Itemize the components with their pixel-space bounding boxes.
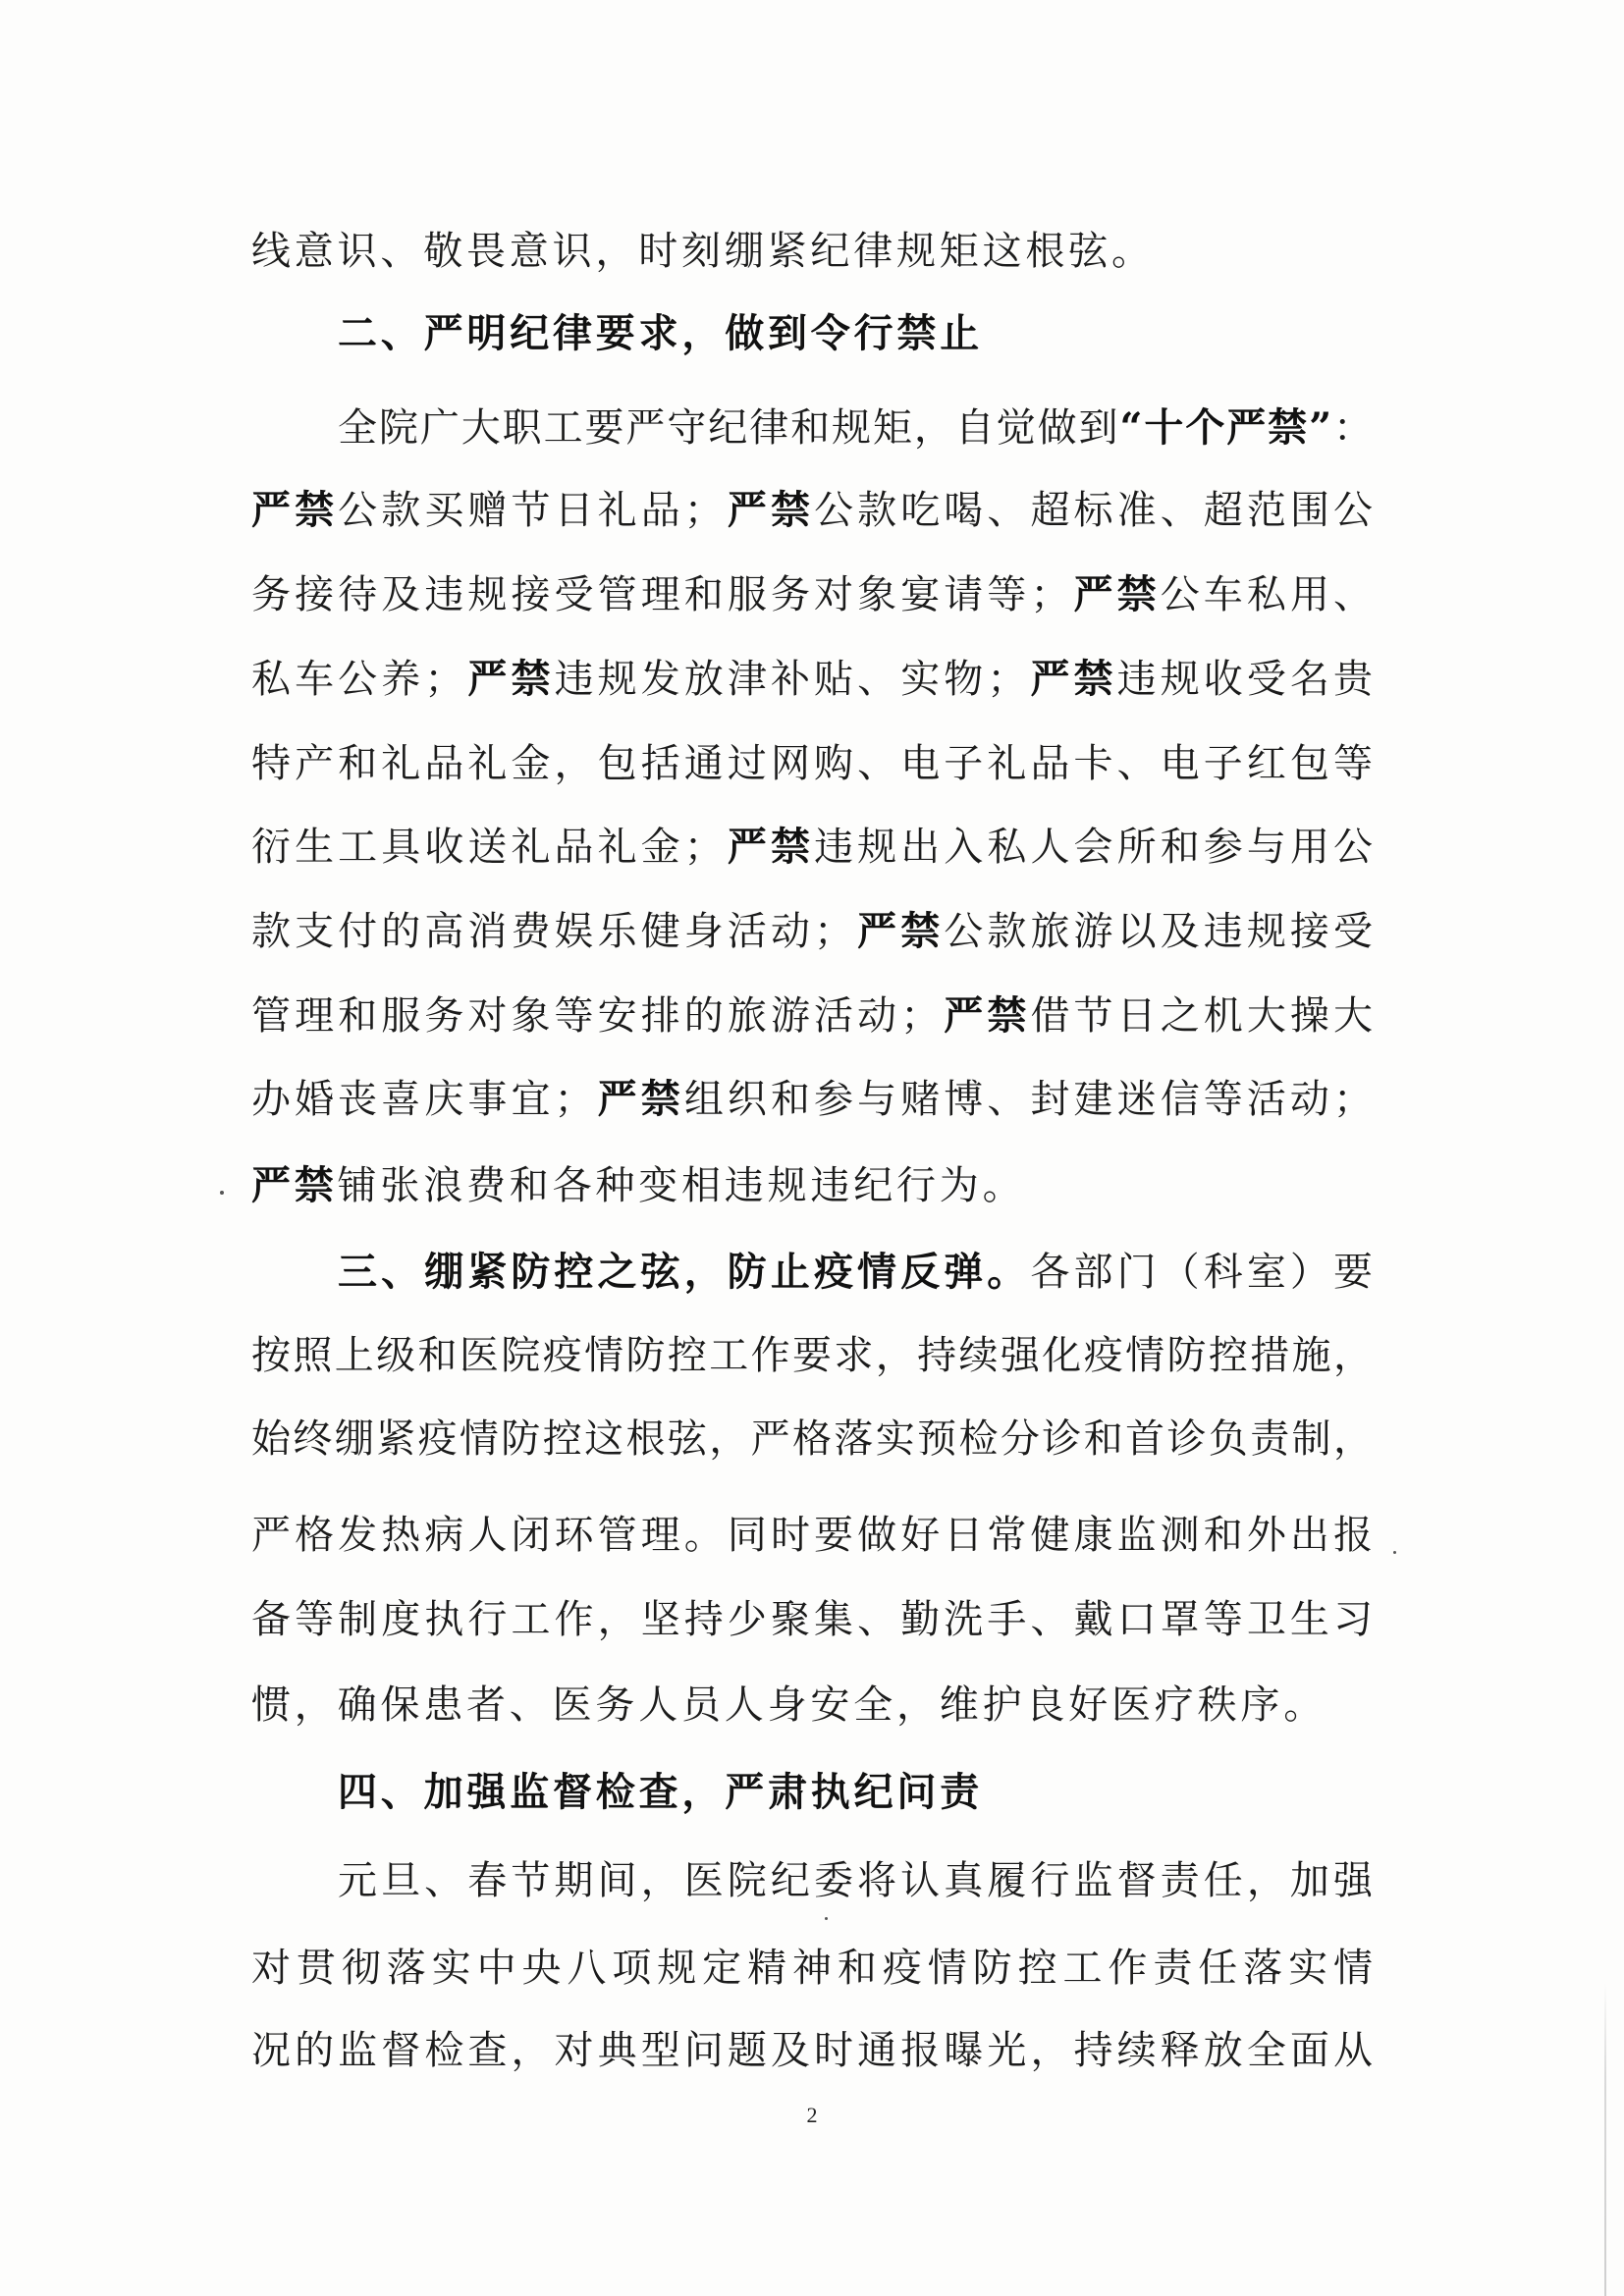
text-line [251,988,1373,1043]
text-segment: 务接待及违规接受管理和服务对象宴请等； [251,572,1070,617]
text-line [251,2023,1373,2078]
text-segment: 办婚丧喜庆事宜； [251,1077,594,1122]
text-segment: 公款旅游以及违规接受 [944,909,1374,954]
text-line [251,567,1373,622]
text-segment: 款支付的高消费娱乐健身活动； [251,909,854,954]
text-segment: 公款吃喝、超标准、超范围公 [814,488,1374,533]
text-segment: 管理和服务对象等安排的旅游活动； [251,993,941,1039]
text-segment: 各部门（科室）要 [1030,1250,1373,1295]
emphasis-text: 三、绷紧防控之弦，防止疫情反弹。 [338,1249,1031,1295]
text-line [251,1592,1373,1647]
emphasis-text: 严禁 [1069,571,1161,617]
text-line [251,1158,1373,1213]
text-line [338,1765,1373,1820]
text-segment: 线意识、敬畏意识，时刻绷紧纪律规矩这根弦。 [251,229,1155,274]
text-line [251,1412,1373,1467]
text-segment: 违规出入私人会所和参与用公 [814,825,1374,870]
text-segment: 按照上级和医院疫情防控工作要求，持续强化疫情防控措施， [251,1333,1373,1378]
text-segment: 公款买赠节日礼品； [338,488,724,533]
emphasis-text: 严禁 [723,824,815,870]
page-number: 2 [806,2103,818,2127]
text-segment: 元旦、春节期间，医院纪委将认真履行监督责任，加强 [338,1858,1373,1903]
text-segment: 备等制度执行工作，坚持少聚集、勤洗手、戴口罩等卫生习 [251,1597,1373,1642]
text-segment: 违规发放津补贴、实物； [554,657,1027,702]
emphasis-text: 严禁 [251,487,339,533]
text-segment: 严格发热病人闭环管理。同时要做好日常健康监测和外出报 [251,1513,1373,1558]
text-segment: 特产和礼品礼金，包括通过网购、电子礼品卡、电子红包等 [251,741,1373,786]
text-segment: 铺张浪费和各种变相违规违纪行为。 [337,1163,1026,1208]
emphasis-text: 四、加强监督检查，严肃执纪问责 [338,1769,983,1815]
emphasis-text: 严禁 [251,1162,338,1208]
text-segment: 况的监督检查，对典型问题及时通报曝光，持续释放全面从 [251,2028,1373,2073]
text-line [251,1072,1373,1127]
text-segment: 全院广大职工要严守纪律和规矩，自觉做到 [338,405,1120,451]
text-line [338,1853,1373,1908]
text-segment: 私车公养； [251,657,464,702]
text-line [338,1245,1373,1300]
emphasis-text: 严禁 [723,487,815,533]
emphasis-text: 严禁 [853,908,945,954]
scan-speck [825,1917,828,1920]
scan-edge-line [1604,1983,1606,2296]
text-segment: ： [1331,405,1374,451]
text-line [251,224,1373,279]
text-segment: 借节日之机大操大 [1030,993,1374,1039]
emphasis-text: 二、严明纪律要求，做到令行禁止 [338,310,983,356]
text-line [251,1328,1373,1383]
text-line [338,306,1373,361]
emphasis-text: 严禁 [463,656,555,702]
scan-speck [220,1191,224,1195]
text-line [251,820,1373,875]
text-line [251,652,1373,707]
scan-speck [1393,1551,1396,1554]
text-segment: 始终绷紧疫情防控这根弦，严格落实预检分诊和首诊负责制， [251,1416,1373,1462]
text-line [251,904,1373,959]
text-line [251,1508,1373,1563]
text-line [251,1678,1373,1733]
text-segment: 对贯彻落实中央八项规定精神和疫情防控工作责任落实情 [251,1946,1373,1991]
text-line [251,736,1373,791]
emphasis-text: 严禁 [593,1076,684,1122]
text-segment: 公车私用、 [1160,572,1374,617]
text-line [338,400,1373,455]
text-segment: 衍生工具收送礼品礼金； [251,825,724,870]
emphasis-text: 严禁 [1026,656,1117,702]
text-segment: 组织和参与赌博、封建迷信等活动； [683,1077,1374,1122]
emphasis-text: “十个严禁” [1119,404,1332,451]
text-line [251,483,1373,538]
text-segment: 惯，确保患者、医务人员人身安全，维护良好医疗秩序。 [251,1682,1326,1728]
text-line [251,1941,1373,1996]
text-segment: 违规收受名贵 [1116,657,1374,702]
emphasis-text: 严禁 [940,992,1031,1039]
